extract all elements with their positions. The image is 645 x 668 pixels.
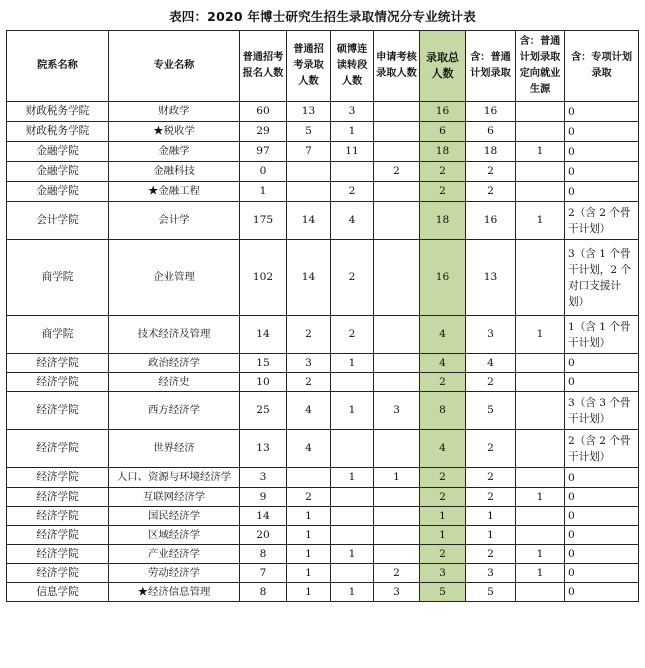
cell-total: 4 (420, 430, 466, 468)
cell-admitted-general: 1 (287, 564, 331, 583)
cell-total: 16 (420, 240, 466, 316)
cell-special-plan: 0 (565, 468, 639, 488)
cell-total: 2 (420, 373, 466, 392)
cell-admitted-general: 4 (287, 392, 331, 430)
cell-applicants: 3 (240, 468, 287, 488)
header-plan-admit: 含：普通计划录取 (466, 31, 516, 102)
cell-total: 18 (420, 202, 466, 240)
cell-applicants: 60 (240, 102, 287, 122)
cell-apply-review (374, 240, 420, 316)
cell-directed (516, 354, 565, 373)
cell-plan-admit: 2 (466, 373, 516, 392)
cell-direct-phd: 1 (331, 583, 374, 602)
table-row (7, 202, 639, 240)
cell-college: 经济学院 (7, 373, 109, 392)
cell-admitted-general: 4 (287, 430, 331, 468)
cell-college: 经济学院 (7, 488, 109, 507)
cell-direct-phd (331, 430, 374, 468)
cell-plan-admit: 13 (466, 240, 516, 316)
cell-special-plan: 0 (565, 182, 639, 202)
cell-major: 企业管理 (109, 240, 240, 316)
cell-applicants: 14 (240, 316, 287, 354)
cell-apply-review (374, 202, 420, 240)
cell-apply-review (374, 182, 420, 202)
cell-total: 2 (420, 468, 466, 488)
table-row (7, 122, 639, 142)
cell-apply-review (374, 526, 420, 545)
cell-directed (516, 373, 565, 392)
cell-college: 金融学院 (7, 182, 109, 202)
table-row (7, 142, 639, 162)
header-college: 院系名称 (7, 31, 109, 102)
cell-applicants: 25 (240, 392, 287, 430)
table-row (7, 583, 639, 602)
cell-applicants: 13 (240, 430, 287, 468)
cell-admitted-general (287, 182, 331, 202)
cell-major: 劳动经济学 (109, 564, 240, 583)
cell-major: 技术经济及管理 (109, 316, 240, 354)
cell-apply-review (374, 316, 420, 354)
cell-major: 政治经济学 (109, 354, 240, 373)
cell-college: 商学院 (7, 316, 109, 354)
cell-special-plan: 1（含 1 个骨干计划） (565, 316, 639, 354)
cell-major: 人口、资源与环境经济学 (109, 468, 240, 488)
cell-apply-review (374, 488, 420, 507)
cell-college: 经济学院 (7, 468, 109, 488)
cell-admitted-general: 13 (287, 102, 331, 122)
cell-direct-phd (331, 373, 374, 392)
table-row (7, 354, 639, 373)
cell-major: 财政学 (109, 102, 240, 122)
cell-applicants: 8 (240, 545, 287, 564)
table-row (7, 162, 639, 182)
cell-major: ★经济信息管理 (109, 583, 240, 602)
cell-total: 5 (420, 583, 466, 602)
cell-major: 金融学 (109, 142, 240, 162)
cell-special-plan: 0 (565, 354, 639, 373)
cell-directed: 1 (516, 202, 565, 240)
cell-direct-phd: 1 (331, 122, 374, 142)
cell-plan-admit: 3 (466, 564, 516, 583)
table-row (7, 182, 639, 202)
cell-major: 西方经济学 (109, 392, 240, 430)
cell-apply-review: 1 (374, 468, 420, 488)
cell-apply-review (374, 102, 420, 122)
table-row (7, 488, 639, 507)
cell-major: ★税收学 (109, 122, 240, 142)
cell-special-plan: 3（含 1 个骨干计划，2 个对口支援计划） (565, 240, 639, 316)
cell-admitted-general: 14 (287, 240, 331, 316)
table-row (7, 392, 639, 430)
cell-total: 2 (420, 488, 466, 507)
cell-college: 经济学院 (7, 507, 109, 526)
cell-direct-phd (331, 162, 374, 182)
cell-applicants: 0 (240, 162, 287, 182)
table-body (7, 102, 639, 602)
cell-major: 互联网经济学 (109, 488, 240, 507)
cell-total: 4 (420, 354, 466, 373)
cell-directed (516, 102, 565, 122)
cell-special-plan: 0 (565, 545, 639, 564)
cell-apply-review: 3 (374, 583, 420, 602)
cell-directed: 1 (516, 142, 565, 162)
cell-directed (516, 468, 565, 488)
cell-admitted-general: 1 (287, 507, 331, 526)
cell-plan-admit: 16 (466, 102, 516, 122)
cell-directed (516, 507, 565, 526)
cell-plan-admit: 18 (466, 142, 516, 162)
cell-admitted-general: 14 (287, 202, 331, 240)
cell-directed: 1 (516, 564, 565, 583)
header-apply-review: 申请考核录取人数 (374, 31, 420, 102)
table-title: 表四：2020 年博士研究生招生录取情况分专业统计表 (169, 9, 476, 24)
cell-admitted-general: 1 (287, 526, 331, 545)
cell-directed: 1 (516, 316, 565, 354)
cell-applicants: 29 (240, 122, 287, 142)
table-row (7, 468, 639, 488)
cell-plan-admit: 2 (466, 162, 516, 182)
cell-admitted-general (287, 162, 331, 182)
header-row (7, 31, 639, 102)
cell-directed (516, 122, 565, 142)
cell-total: 1 (420, 507, 466, 526)
cell-plan-admit: 2 (466, 182, 516, 202)
cell-total: 16 (420, 102, 466, 122)
cell-direct-phd: 1 (331, 545, 374, 564)
cell-plan-admit: 1 (466, 507, 516, 526)
cell-direct-phd (331, 507, 374, 526)
table-row (7, 507, 639, 526)
cell-apply-review (374, 545, 420, 564)
cell-plan-admit: 16 (466, 202, 516, 240)
table-row (7, 545, 639, 564)
cell-special-plan: 2（含 2 个骨干计划） (565, 430, 639, 468)
cell-apply-review: 2 (374, 162, 420, 182)
cell-apply-review (374, 354, 420, 373)
cell-college: 经济学院 (7, 545, 109, 564)
cell-total: 8 (420, 392, 466, 430)
cell-direct-phd: 1 (331, 354, 374, 373)
cell-college: 会计学院 (7, 202, 109, 240)
cell-admitted-general: 2 (287, 373, 331, 392)
cell-apply-review (374, 507, 420, 526)
cell-college: 经济学院 (7, 564, 109, 583)
cell-directed (516, 583, 565, 602)
cell-special-plan: 0 (565, 142, 639, 162)
cell-total: 2 (420, 182, 466, 202)
cell-direct-phd: 1 (331, 468, 374, 488)
cell-college: 金融学院 (7, 162, 109, 182)
cell-direct-phd: 3 (331, 102, 374, 122)
cell-special-plan: 0 (565, 564, 639, 583)
cell-plan-admit: 2 (466, 468, 516, 488)
table-row (7, 526, 639, 545)
cell-applicants: 14 (240, 507, 287, 526)
header-direct-phd: 硕博连读转段人数 (331, 31, 374, 102)
cell-special-plan: 0 (565, 102, 639, 122)
cell-plan-admit: 2 (466, 488, 516, 507)
cell-major: 世界经济 (109, 430, 240, 468)
cell-applicants: 9 (240, 488, 287, 507)
cell-directed (516, 392, 565, 430)
cell-special-plan: 0 (565, 526, 639, 545)
cell-direct-phd (331, 488, 374, 507)
cell-admitted-general: 1 (287, 583, 331, 602)
cell-special-plan: 0 (565, 488, 639, 507)
cell-special-plan: 0 (565, 583, 639, 602)
cell-admitted-general: 3 (287, 354, 331, 373)
cell-applicants: 20 (240, 526, 287, 545)
cell-special-plan: 2（含 2 个骨干计划） (565, 202, 639, 240)
table-row (7, 373, 639, 392)
cell-direct-phd: 1 (331, 392, 374, 430)
cell-directed: 1 (516, 488, 565, 507)
header-directed: 含：普通计划录取定向就业生源 (516, 31, 565, 102)
cell-directed: 1 (516, 545, 565, 564)
cell-special-plan: 0 (565, 373, 639, 392)
cell-direct-phd (331, 564, 374, 583)
cell-direct-phd: 2 (331, 316, 374, 354)
cell-apply-review (374, 430, 420, 468)
cell-apply-review (374, 142, 420, 162)
header-major: 专业名称 (109, 31, 240, 102)
cell-major: 国民经济学 (109, 507, 240, 526)
cell-major: ★金融工程 (109, 182, 240, 202)
cell-special-plan: 0 (565, 507, 639, 526)
table-row (7, 430, 639, 468)
cell-college: 经济学院 (7, 526, 109, 545)
cell-directed (516, 430, 565, 468)
cell-admitted-general: 5 (287, 122, 331, 142)
cell-total: 1 (420, 526, 466, 545)
cell-apply-review: 3 (374, 392, 420, 430)
table-row (7, 316, 639, 354)
cell-major: 区域经济学 (109, 526, 240, 545)
cell-direct-phd: 2 (331, 240, 374, 316)
cell-admitted-general: 1 (287, 545, 331, 564)
cell-special-plan: 0 (565, 162, 639, 182)
table-row (7, 102, 639, 122)
cell-applicants: 1 (240, 182, 287, 202)
cell-admitted-general: 7 (287, 142, 331, 162)
cell-apply-review (374, 373, 420, 392)
cell-applicants: 102 (240, 240, 287, 316)
cell-plan-admit: 6 (466, 122, 516, 142)
cell-directed (516, 182, 565, 202)
cell-major: 会计学 (109, 202, 240, 240)
cell-plan-admit: 2 (466, 430, 516, 468)
cell-total: 2 (420, 162, 466, 182)
cell-total: 3 (420, 564, 466, 583)
header-total: 录取总人数 (420, 31, 466, 102)
cell-major: 产业经济学 (109, 545, 240, 564)
cell-plan-admit: 4 (466, 354, 516, 373)
cell-special-plan: 0 (565, 122, 639, 142)
cell-college: 经济学院 (7, 354, 109, 373)
cell-applicants: 10 (240, 373, 287, 392)
cell-college: 信息学院 (7, 583, 109, 602)
cell-total: 18 (420, 142, 466, 162)
cell-directed (516, 240, 565, 316)
cell-direct-phd: 11 (331, 142, 374, 162)
cell-apply-review: 2 (374, 564, 420, 583)
cell-plan-admit: 3 (466, 316, 516, 354)
header-special-plan: 含：专项计划录取 (565, 31, 639, 102)
cell-applicants: 175 (240, 202, 287, 240)
cell-admitted-general (287, 468, 331, 488)
cell-total: 2 (420, 545, 466, 564)
table-row (7, 240, 639, 316)
cell-applicants: 8 (240, 583, 287, 602)
cell-directed (516, 162, 565, 182)
cell-direct-phd: 4 (331, 202, 374, 240)
cell-applicants: 97 (240, 142, 287, 162)
cell-admitted-general: 2 (287, 316, 331, 354)
cell-plan-admit: 5 (466, 392, 516, 430)
cell-major: 金融科技 (109, 162, 240, 182)
cell-admitted-general: 2 (287, 488, 331, 507)
cell-applicants: 15 (240, 354, 287, 373)
header-admitted-general: 普通招考录取人数 (287, 31, 331, 102)
cell-college: 经济学院 (7, 392, 109, 430)
cell-directed (516, 526, 565, 545)
cell-college: 财政税务学院 (7, 102, 109, 122)
cell-plan-admit: 1 (466, 526, 516, 545)
cell-college: 商学院 (7, 240, 109, 316)
cell-applicants: 7 (240, 564, 287, 583)
cell-college: 经济学院 (7, 430, 109, 468)
table-row (7, 564, 639, 583)
cell-college: 金融学院 (7, 142, 109, 162)
cell-apply-review (374, 122, 420, 142)
admission-stats-table (6, 30, 639, 602)
cell-plan-admit: 5 (466, 583, 516, 602)
cell-direct-phd: 2 (331, 182, 374, 202)
cell-direct-phd (331, 526, 374, 545)
cell-special-plan: 3（含 3 个骨干计划） (565, 392, 639, 430)
header-applicants: 普通招考报名人数 (240, 31, 287, 102)
cell-total: 6 (420, 122, 466, 142)
cell-major: 经济史 (109, 373, 240, 392)
cell-total: 4 (420, 316, 466, 354)
cell-plan-admit: 2 (466, 545, 516, 564)
cell-college: 财政税务学院 (7, 122, 109, 142)
